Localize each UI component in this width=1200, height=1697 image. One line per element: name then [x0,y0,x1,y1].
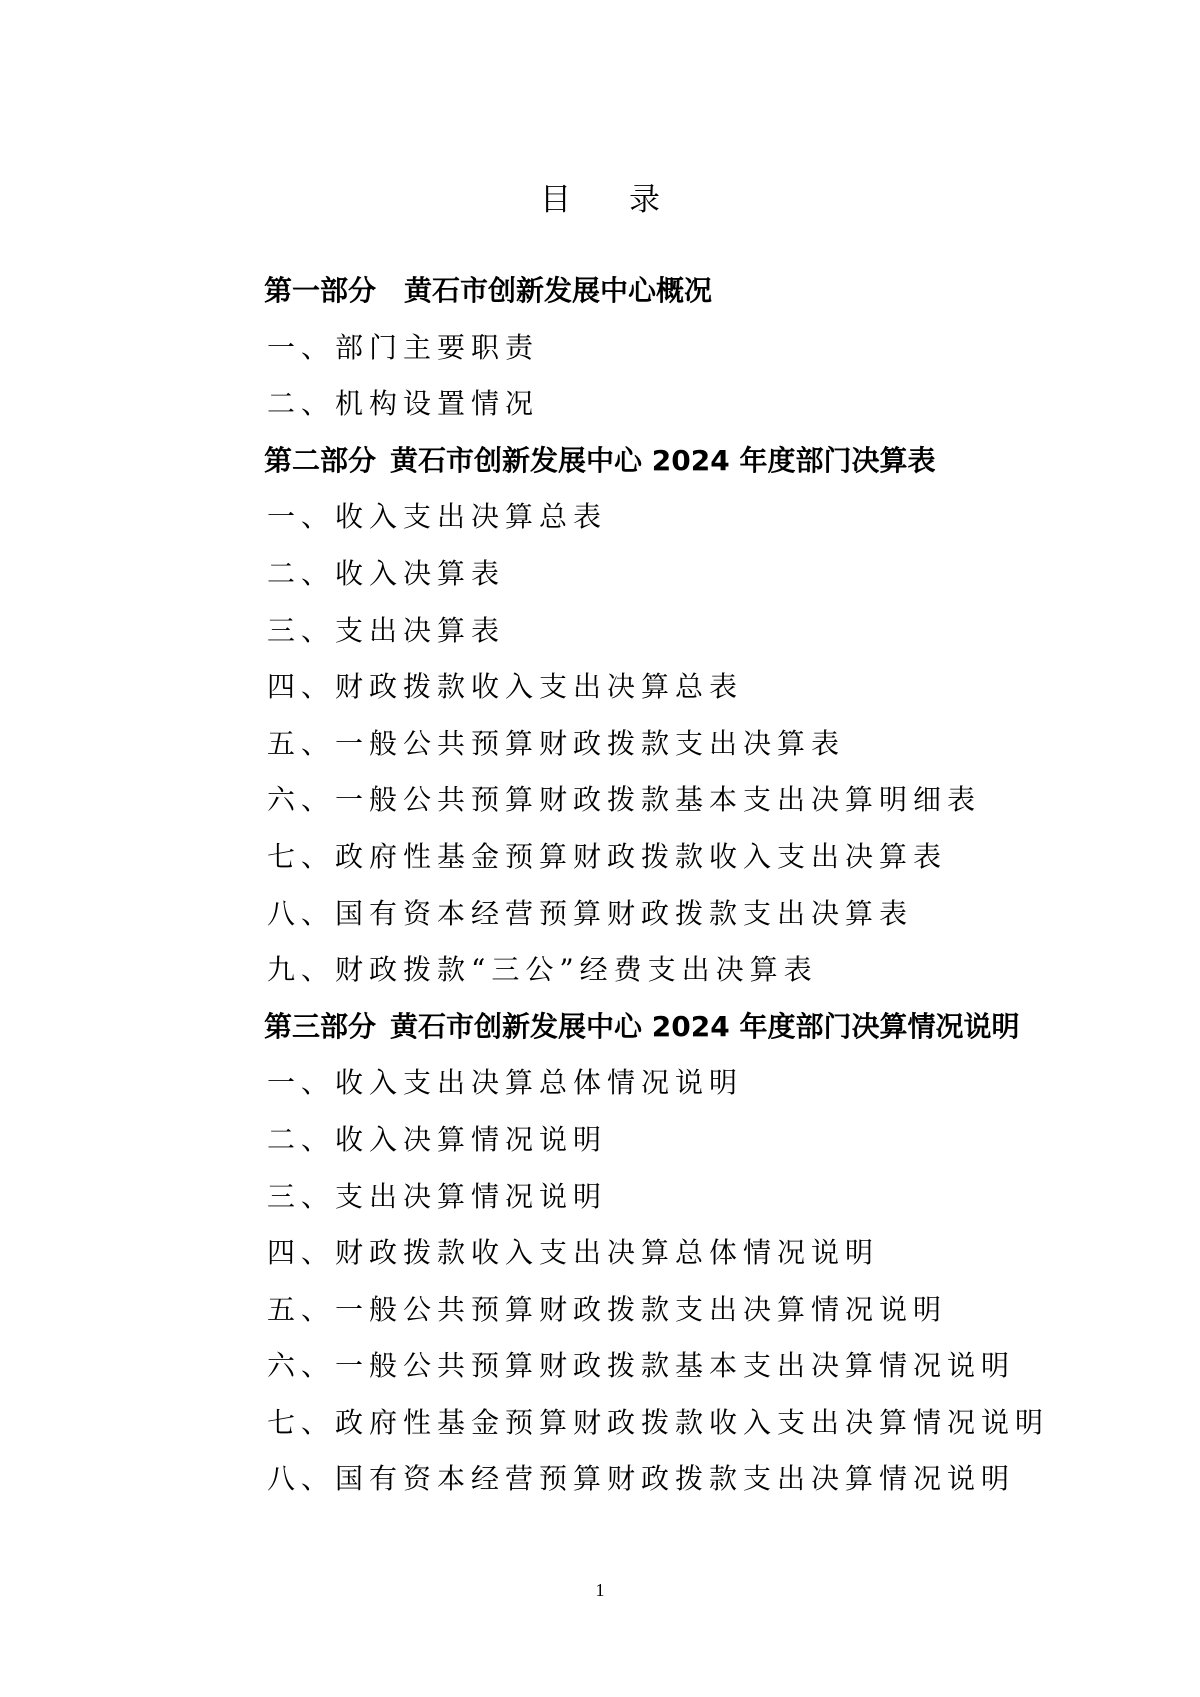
toc-item[interactable]: 八、国有资本经营预算财政拨款支出决算情况说明 [267,1462,1016,1496]
toc-item[interactable]: 一、部门主要职责 [267,330,540,364]
part-label: 第三部分 [264,1009,377,1043]
table-of-contents [264,263,1164,1508]
toc-item[interactable]: 七、政府性基金预算财政拨款收入支出决算表 [267,839,948,873]
toc-item[interactable]: 四、财政拨款收入支出决算总表 [267,670,744,704]
toc-item[interactable]: 六、一般公共预算财政拨款基本支出决算明细表 [267,783,982,817]
toc-item[interactable]: 三、支出决算表 [267,613,506,647]
toc-item[interactable]: 四、财政拨款收入支出决算总体情况说明 [267,1236,880,1270]
toc-part-heading[interactable] [264,263,1164,320]
toc-item[interactable]: 一、收入支出决算总体情况说明 [267,1066,744,1100]
part-title: 黄石市创新发展中心 2024 年度部门决算表 [390,443,936,477]
part-title: 黄石市创新发展中心概况 [404,274,713,307]
toc-item[interactable]: 二、收入决算情况说明 [267,1122,608,1156]
toc-part-heading[interactable] [264,433,1164,490]
page-number: 1 [595,1580,605,1600]
toc-item[interactable]: 三、支出决算情况说明 [267,1179,608,1213]
part-label: 第二部分 [264,443,377,477]
toc-item[interactable]: 一、收入支出决算总表 [267,500,608,534]
toc-item[interactable]: 九、财政拨款“三公”经费支出决算表 [267,953,818,987]
toc-item[interactable]: 七、政府性基金预算财政拨款收入支出决算情况说明 [267,1405,1050,1439]
toc-item[interactable]: 六、一般公共预算财政拨款基本支出决算情况说明 [267,1349,1016,1383]
toc-part-heading[interactable] [264,999,1164,1056]
toc-item[interactable]: 五、一般公共预算财政拨款支出决算情况说明 [267,1292,948,1326]
toc-item[interactable]: 二、机构设置情况 [267,387,540,421]
toc-item[interactable]: 五、一般公共预算财政拨款支出决算表 [267,726,846,760]
toc-item[interactable]: 八、国有资本经营预算财政拨款支出决算表 [267,896,914,930]
page-title: 目录 [540,182,718,218]
part-title: 黄石市创新发展中心 2024 年度部门决算情况说明 [390,1009,1020,1043]
part-label: 第一部分 [264,274,377,307]
toc-item[interactable]: 二、收入决算表 [267,556,506,590]
